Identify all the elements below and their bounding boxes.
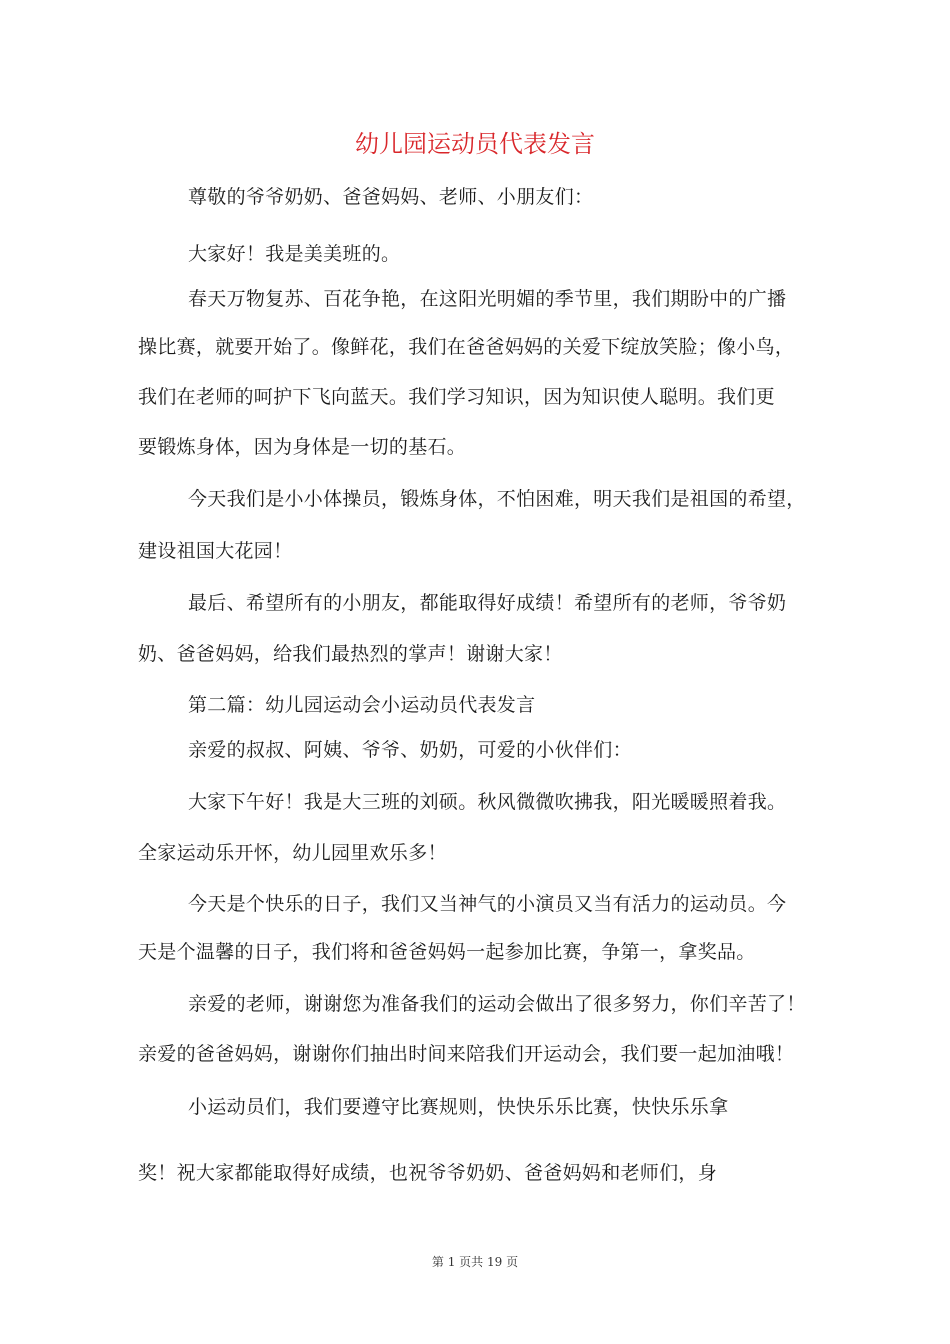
paragraph-line: 奶、爸爸妈妈，给我们最热烈的掌声！谢谢大家！ [138,643,563,665]
paragraph-line: 建设祖国大花园！ [138,540,293,562]
paragraph-line: 要锻炼身体，因为身体是一切的基石。 [138,436,467,458]
paragraph-line: 天是个温馨的日子，我们将和爸爸妈妈一起参加比赛，争第一，拿奖品。 [138,941,756,963]
paragraph-line: 尊敬的爷爷奶奶、爸爸妈妈、老师、小朋友们： [188,186,594,208]
paragraph-line: 小运动员们，我们要遵守比赛规则，快快乐乐比赛，快快乐乐拿 [188,1096,729,1118]
paragraph-line: 亲爱的爸爸妈妈，谢谢你们抽出时间来陪我们开运动会，我们要一起加油哦！ [138,1043,795,1065]
paragraph-line: 春天万物复苏、百花争艳，在这阳光明媚的季节里，我们期盼中的广播 [188,288,787,310]
paragraph-line: 今天是个快乐的日子，我们又当神气的小演员又当有活力的运动员。今 [188,893,787,915]
paragraph-line: 操比赛，就要开始了。像鲜花，我们在爸爸妈妈的关爱下绽放笑脸；像小鸟， [138,336,795,358]
paragraph-line: 亲爱的叔叔、阿姨、爷爷、奶奶，可爱的小伙伴们： [188,739,632,761]
document-title: 幼儿园运动员代表发言 [355,130,595,158]
paragraph-line: 大家下午好！我是大三班的刘硕。秋风微微吹拂我，阳光暖暖照着我。 [188,791,787,813]
page-footer: 第 1 页共 19 页 [431,1255,519,1269]
paragraph-line: 最后、希望所有的小朋友，都能取得好成绩！希望所有的老师，爷爷奶 [188,592,787,614]
paragraph-line: 我们在老师的呵护下飞向蓝天。我们学习知识，因为知识使人聪明。我们更 [138,386,775,408]
paragraph-line: 全家运动乐开怀，幼儿园里欢乐多！ [138,842,447,864]
paragraph-line: 亲爱的老师，谢谢您为准备我们的运动会做出了很多努力，你们辛苦了！ [188,993,806,1015]
section-heading: 第二篇：幼儿园运动会小运动员代表发言 [188,694,536,716]
paragraph-line: 今天我们是小小体操员，锻炼身体，不怕困难，明天我们是祖国的希望， [188,488,806,510]
paragraph-line: 大家好！我是美美班的。 [188,243,401,265]
paragraph-line: 奖！祝大家都能取得好成绩，也祝爷爷奶奶、爸爸妈妈和老师们，身 [138,1162,718,1184]
